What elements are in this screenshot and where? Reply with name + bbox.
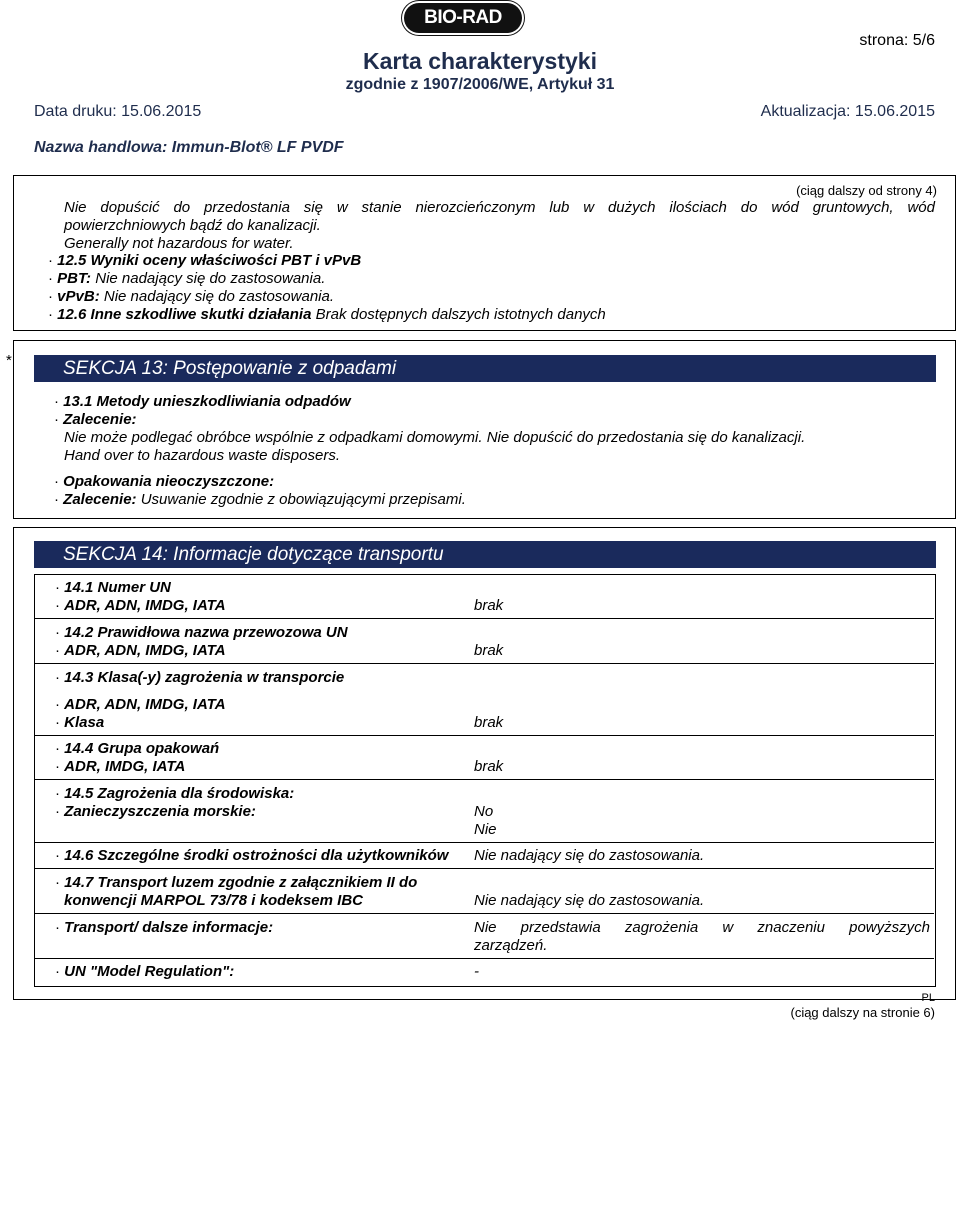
- transport-info-value-line1: Nie przedstawia zagrożenia w znaczeniu powyższych: [474, 919, 930, 936]
- s143-class-row: · Klasa: [55, 714, 105, 731]
- vpvb-row: · vPvB: Nie nadający się do zastosowania.: [48, 288, 335, 305]
- s142-value: brak: [474, 642, 504, 659]
- bio-rad-logo: BIO-RAD: [404, 3, 522, 33]
- s145-value1: No: [474, 803, 494, 820]
- s126-label: 12.6 Inne szkodliwe skutki działania: [57, 306, 312, 323]
- s146-value: Nie nadający się do zastosowania.: [474, 847, 705, 864]
- packaging-label: Opakowania nieoczyszczone:: [63, 473, 275, 490]
- s147-value: Nie nadający się do zastosowania.: [474, 892, 705, 909]
- s142-regs-row: · ADR, ADN, IMDG, IATA: [55, 642, 226, 659]
- s145-marine-label: Zanieczyszczenia morskie:: [64, 803, 256, 820]
- separator: [34, 618, 934, 619]
- s146-label: 14.6 Szczególne środki ostrożności dla użytkowników: [64, 847, 449, 864]
- separator: [34, 868, 934, 869]
- document-title: Karta charakterystyki: [363, 48, 597, 74]
- s131-label: 13.1 Metody unieszkodliwiania odpadów: [63, 393, 351, 410]
- vpvb-value: Nie nadający się do zastosowania.: [103, 288, 335, 305]
- recommendation-row: · Zalecenie:: [54, 411, 137, 428]
- s144-label: 14.4 Grupa opakowań: [64, 740, 220, 757]
- section-12-box: [13, 175, 956, 331]
- packaging-recommendation-label: Zalecenie:: [63, 491, 137, 508]
- s144-regs: ADR, IMDG, IATA: [64, 758, 186, 775]
- s145-marine-row: · Zanieczyszczenia morskie:: [55, 803, 256, 820]
- transport-info-row: · Transport/ dalsze informacje:: [55, 919, 274, 936]
- pbt-row: · PBT: Nie nadający się do zastosowania.: [48, 270, 326, 287]
- s141-regs-row: · ADR, ADN, IMDG, IATA: [55, 597, 226, 614]
- s142-row: · 14.2 Prawidłowa nazwa przewozowa UN: [55, 624, 348, 641]
- un-model-row: · UN "Model Regulation":: [55, 963, 235, 980]
- s147-label-line2: konwencji MARPOL 73/78 i kodeksem IBC: [64, 892, 363, 909]
- continued-from-note: (ciąg dalszy od strony 4): [796, 183, 937, 198]
- vpvb-label: vPvB:: [57, 288, 100, 305]
- s125-label: 12.5 Wyniki oceny właściwości PBT i vPvB: [57, 252, 362, 269]
- section-13-box: [13, 340, 956, 519]
- separator: [34, 958, 934, 959]
- s131-row: · 13.1 Metody unieszkodliwiania odpadów: [54, 393, 351, 410]
- page-number: strona: 5/6: [859, 32, 935, 49]
- recommendation-line2: Hand over to hazardous waste disposers.: [64, 447, 340, 464]
- continued-on-note: (ciąg dalszy na stronie 6): [790, 1005, 935, 1020]
- s142-label: 14.2 Prawidłowa nazwa przewozowa UN: [64, 624, 348, 641]
- s143-row: · 14.3 Klasa(-y) zagrożenia w transporcie: [55, 669, 345, 686]
- s141-value: brak: [474, 597, 504, 614]
- transport-info-label: Transport/ dalsze informacje:: [64, 919, 274, 936]
- s143-class-label: Klasa: [64, 714, 105, 731]
- separator: [34, 663, 934, 664]
- s143-value: brak: [474, 714, 504, 731]
- language-code: PL: [921, 992, 935, 1004]
- s126-row: · 12.6 Inne szkodliwe skutki działania Brak dostępnych dalszych istotnych danych: [48, 306, 606, 323]
- s147-row: · 14.7 Transport luzem zgodnie z załącznikiem II do: [55, 874, 418, 891]
- pbt-value: Nie nadający się do zastosowania.: [95, 270, 326, 287]
- trade-name: Nazwa handlowa: Immun-Blot® LF PVDF: [34, 139, 344, 156]
- document-subtitle: zgodnie z 1907/2006/WE, Artykuł 31: [345, 76, 615, 93]
- s147-label-line1: 14.7 Transport luzem zgodnie z załącznikiem II do: [64, 874, 418, 891]
- pbt-label: PBT:: [57, 270, 92, 287]
- separator: [34, 913, 934, 914]
- s144-regs-row: · ADR, IMDG, IATA: [55, 758, 186, 775]
- change-mark: *: [6, 352, 12, 369]
- packaging-recommendation-row: · Zalecenie: Usuwanie zgodnie z obowiązującymi przepisami.: [54, 491, 466, 508]
- packaging-recommendation-value: Usuwanie zgodnie z obowiązującymi przepisami.: [140, 491, 466, 508]
- s143-regs: ADR, ADN, IMDG, IATA: [64, 696, 226, 713]
- un-model-value: -: [474, 963, 479, 980]
- separator: [34, 735, 934, 736]
- s141-row: · 14.1 Numer UN: [55, 579, 171, 596]
- un-model-label: UN "Model Regulation":: [64, 963, 235, 980]
- s144-value: brak: [474, 758, 504, 775]
- section12-para-line2: powierzchniowych bądź do kanalizacji.: [64, 217, 321, 234]
- update-date: Aktualizacja: 15.06.2015: [760, 103, 935, 120]
- s146-row: · 14.6 Szczególne środki ostrożności dla użytkowników: [55, 847, 449, 864]
- s145-label: 14.5 Zagrożenia dla środowiska:: [64, 785, 295, 802]
- section-13-header: SEKCJA 13: Postępowanie z odpadami: [34, 355, 936, 382]
- separator: [34, 842, 934, 843]
- s144-row: · 14.4 Grupa opakowań: [55, 740, 220, 757]
- print-date: Data druku: 15.06.2015: [34, 103, 202, 120]
- s143-regs-row: · ADR, ADN, IMDG, IATA: [55, 696, 226, 713]
- section12-para-line1: Nie dopuścić do przedostania się w stanie nierozcieńczonym lub w dużych ilościach do wód gruntowych, wód: [64, 199, 935, 216]
- recommendation-label: Zalecenie:: [63, 411, 137, 428]
- transport-info-value-line2: zarządzeń.: [474, 937, 548, 954]
- packaging-row: · Opakowania nieoczyszczone:: [54, 473, 275, 490]
- s145-value2: Nie: [474, 821, 497, 838]
- s141-regs: ADR, ADN, IMDG, IATA: [64, 597, 226, 614]
- s145-row: · 14.5 Zagrożenia dla środowiska:: [55, 785, 295, 802]
- s141-label: 14.1 Numer UN: [64, 579, 171, 596]
- s143-label: 14.3 Klasa(-y) zagrożenia w transporcie: [64, 669, 345, 686]
- section-14-header: SEKCJA 14: Informacje dotyczące transportu: [34, 541, 936, 568]
- s142-regs: ADR, ADN, IMDG, IATA: [64, 642, 226, 659]
- recommendation-line1: Nie może podlegać obróbce wspólnie z odpadkami domowymi. Nie dopuścić do przedostania się do kanalizacji.: [64, 429, 806, 446]
- separator: [34, 779, 934, 780]
- s126-value: Brak dostępnych dalszych istotnych danych: [315, 306, 606, 323]
- s125-row: · 12.5 Wyniki oceny właściwości PBT i vPvB: [48, 252, 362, 269]
- section12-para-line3: Generally not hazardous for water.: [64, 235, 294, 252]
